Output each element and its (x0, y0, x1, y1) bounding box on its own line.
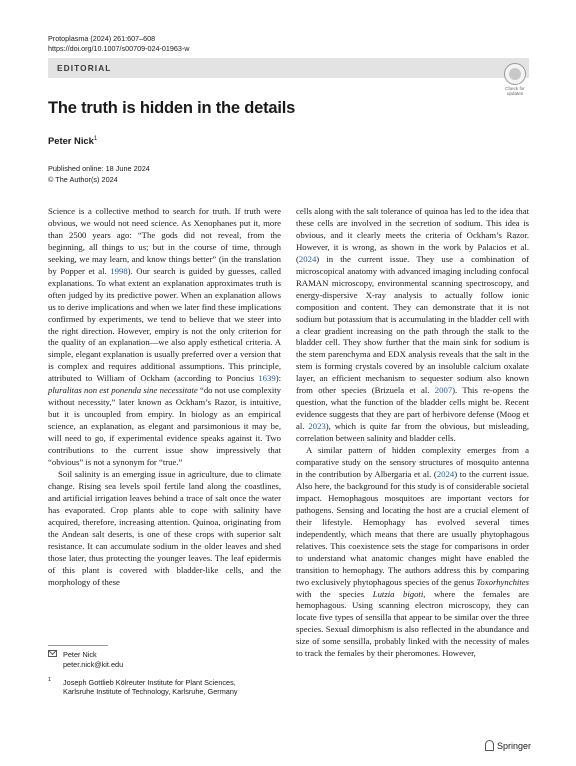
affiliation-line: Karlsruhe Institute of Technology, Karlsruhe, Germany (63, 687, 238, 697)
affiliation-number: 1 (48, 676, 52, 683)
author-line (48, 135, 97, 146)
citation-link[interactable]: 2007 (434, 385, 453, 396)
body-column-right (296, 206, 529, 660)
doi-link[interactable]: https://doi.org/10.1007/s00709-024-01963-w (48, 43, 190, 53)
body-column-left (48, 206, 281, 589)
check-updates-label: Check for updates (505, 86, 525, 97)
citation-link[interactable]: 2024 (436, 468, 455, 479)
publication-info (48, 164, 150, 185)
publisher-logo (485, 740, 531, 751)
footnote-divider (48, 645, 108, 646)
citation-link[interactable]: 1639 (258, 373, 276, 384)
author-affiliation-mark: 1 (93, 135, 98, 142)
check-updates-icon (504, 63, 526, 85)
contact-email[interactable]: peter.nick@kit.edu (63, 659, 124, 669)
journal-header (48, 34, 189, 54)
paragraph: Science is a collective method to search for truth. If truth were obvious, we would not need science. As Xenophanes put it, more than 2500 years ago: “The gods did not reveal, from the beginning, all things to us; but in the course of time, through seeking, we may learn, and know things better” (in the translation by Popper et al. 1998). Our search is guided by guesses, called explanations. To what extent an explanation approximates truth is often judged by its predictive power. When an explanation allows us to derive implications and when we later find these implications confirmed by experiments, we tend to believe that we steer into the right direction. However, empiry is not the only criterion for the quality of an explanation—we also apply esthetical criteria. A simple, elegant explanation is usually preferred over a version that is complex and requires additional assumptions. This principle, attributed to William of Ockham (according to Poncius 1639): pluralitas non est ponenda sine necessitate “do not use complexity without necessity,” later known as Ockham’s Razor, is intuitive, but it is uncoupled from empiry. In biology as an empirical science, an explanation, as elegant and parsimonious it may be, will need to go, if experimental evidence speaks against it. Two contributions to the current issue show impressively that “obvious” is not a synonym for “true.” (48, 206, 282, 468)
paragraph: Soil salinity is an emerging issue in agriculture, due to climate change. Rising sea levels spoil fertile land along the coastlines, and artificial irrigation leaves behind a trace of salt once the water has evaporated. Crop plants able to cope with salinity have acquired, therefore, increasing attention. Quinoa, originating from the Andean salt deserts, is one of these crops with superior salt resistance. It can accumulate sodium in the older leaves and shed those later, thus protecting the younger leaves. The leaf epidermis of this plant is covered with bladder-like cells, and the morphology of these (48, 468, 281, 587)
affiliation-line: Joseph Gottlieb Kölreuter Institute for Plant Sciences, (63, 677, 236, 687)
article-title: The truth is hidden in the details (48, 99, 296, 117)
contact-block (48, 650, 238, 670)
paragraph: A similar pattern of hidden complexity emerges from a comparative study on the sensory structures of mosquito antenna in the contribution by Albergaria et al. (2024) to the current issue. Also here, the background for this study is of considerable societal impact. Hemophagous mosquitoes are important vectors for pathogens. Sensing and locating the host are a crucial element of their lifestyle. Hemophagy has evolved several times independently, which means that there are usually phytophagous relatives. This coexistence sets the stage for comparisons in order to understand what anatomic changes might have enabled the transition to hemophagy. The authors address this by comparing two exclusively phytophagous species of the genus Toxorhynchites with the species Lutzia bigoti, where the females are hemophagous. Using scanning electron microscopy, they can locate five types of sensilla that appear to be similar over the three species. Sexual dimorphism is also reflected in the abundance and size of some sensilla, probably linked with the necessity of males to track the females by their pheromones. However, (296, 445, 529, 659)
copyright-notice: © The Author(s) 2024 (48, 174, 118, 184)
paragraph: cells along with the salt tolerance of quinoa has led to the idea that these cells are involved in the secretion of sodium. This idea is obvious, and it clearly meets the criteria of Ockham’s Razor. However, it is wrong, as shown in the work by Palacios et al. (2024) in the current issue. They use a combination of microscopical anatomy with advanced imaging including confocal RAMAN microscopy, environmental scanning spectroscopy, and energy-dispersive X-ray analysis to actually follow ionic composition and content. They can demonstrate that it is not sodium but potassium that is accumulating in the bladder cell with a clear gradient increasing on the path through the stalk to the bladder cell. They show further that the main sink for sodium is the stem parenchyma and EDX analysis reveals that the salt in the stem is forming crystals covered by an insoluble calcium oxalate layer, an efficient mechanism to sequester sodium also known from other species (Brizuela et al. 2007). This re-opens the question, what the function of the bladder cells might be. Recent evidence suggests that they are part of herbivore defense (Moog et al. 2023), which is quite far from the obvious, but misleading, correlation between salinity and bladder cells. (296, 206, 529, 444)
publication-date: Published online: 18 June 2024 (48, 164, 150, 173)
citation-link[interactable]: 2023 (308, 421, 326, 432)
springer-horse-icon (485, 740, 494, 751)
citation-link[interactable]: 1998 (110, 265, 128, 276)
author-name[interactable]: Peter Nick (48, 135, 94, 146)
check-for-updates-button[interactable] (500, 63, 530, 95)
citation-link[interactable]: 2024 (298, 253, 317, 264)
article-type-label: EDITORIAL (57, 63, 112, 73)
affiliation-block (48, 678, 238, 698)
journal-citation: Protoplasma (2024) 261:607–608 (48, 34, 156, 43)
footnotes (48, 650, 238, 697)
contact-name: Peter Nick (63, 650, 97, 659)
envelope-icon (48, 650, 57, 657)
article-type-banner (48, 58, 529, 78)
publisher-name: Springer (497, 741, 532, 751)
